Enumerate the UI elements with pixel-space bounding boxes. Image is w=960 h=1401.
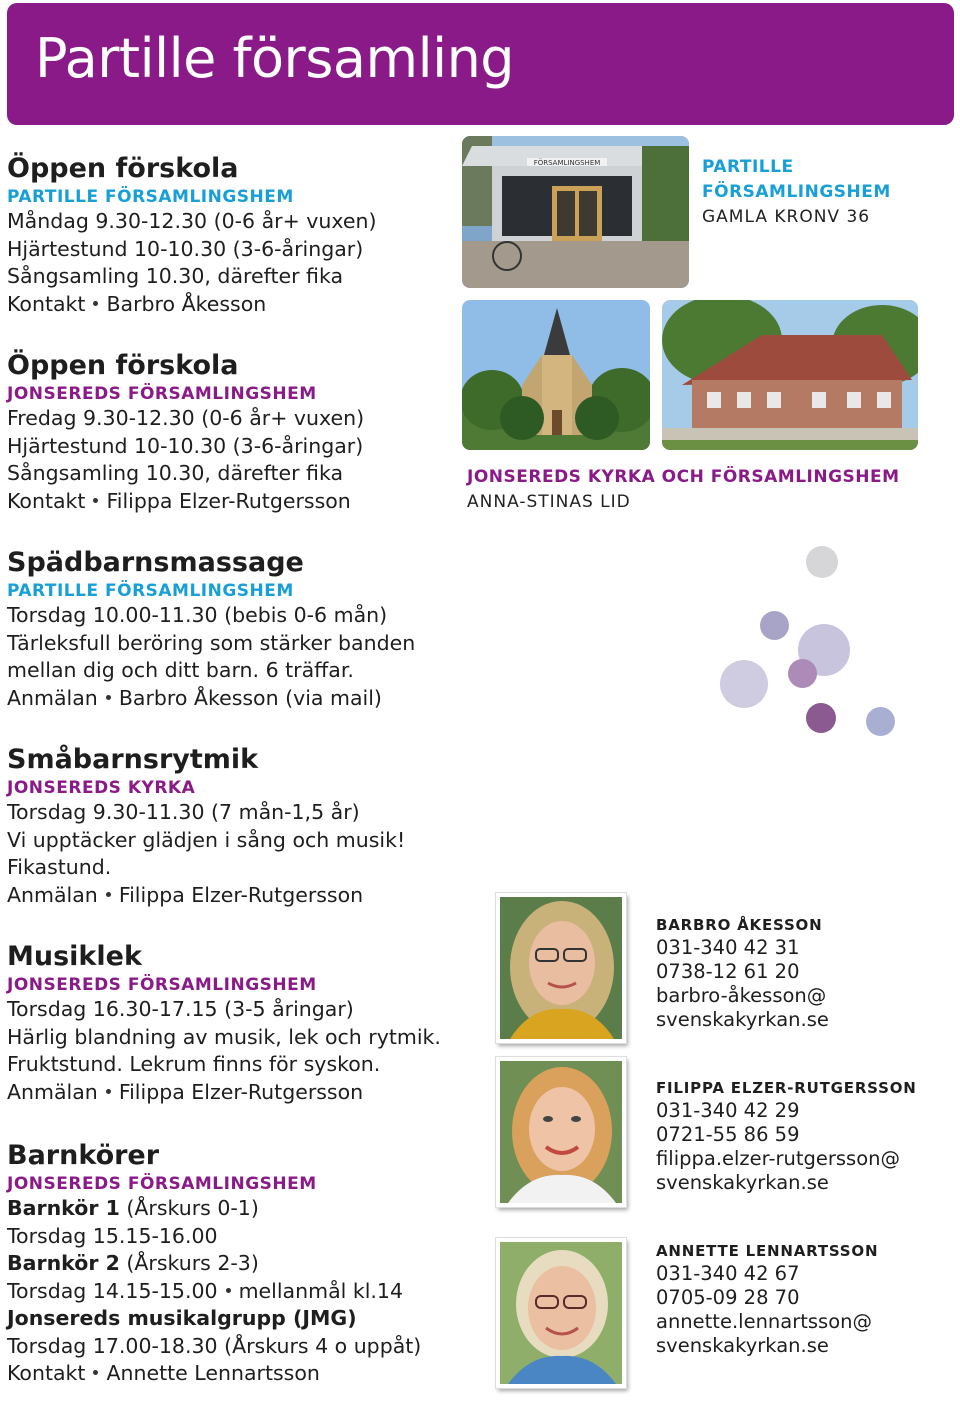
bullet-dot <box>106 892 111 897</box>
section-contact <box>7 291 467 319</box>
section-location: JONSEREDS KYRKA <box>7 778 196 798</box>
section-contact <box>7 685 467 713</box>
header-banner <box>7 3 954 125</box>
bullet-dot <box>226 1288 231 1293</box>
section-title: Öppen förskola <box>7 153 239 184</box>
section-oppen-forskola-partille <box>7 152 467 318</box>
section-location: PARTILLE FÖRSAMLINGSHEM <box>7 187 294 207</box>
caption-line: JONSEREDS KYRKA OCH FÖRSAMLINGSHEM <box>467 467 900 487</box>
decorative-bubble <box>806 703 836 733</box>
choir-1-time: Torsdag 15.15-16.00 <box>7 1223 218 1248</box>
portrait-annette <box>496 1238 626 1388</box>
building-sign: FÖRSAMLINGSHEM <box>533 159 601 167</box>
contact-label: Kontakt <box>7 1361 86 1385</box>
contact-name: Filippa Elzer-Rutgersson <box>118 882 364 907</box>
portrait-barbro <box>496 893 626 1043</box>
contact-label: Kontakt <box>7 488 86 513</box>
section-title: Småbarnsrytmik <box>7 744 259 775</box>
caption-line: FÖRSAMLINGSHEM <box>702 182 891 202</box>
section-line: Hjärtestund 10-10.30 (3-6-åringar) <box>7 236 364 261</box>
contact-name: Filippa Elzer-Rutgersson <box>118 1079 364 1104</box>
contact-phone: 0705-09 28 70 <box>656 1286 800 1309</box>
contact-name: Annette Lennartsson <box>106 1361 320 1385</box>
section-contact <box>7 1079 467 1107</box>
section-line: mellan dig och ditt barn. 6 träffar. <box>7 658 354 682</box>
contact-label: Anmälan <box>7 1079 98 1104</box>
section-line: Måndag 9.30-12.30 (0-6 år+ vuxen) <box>7 209 377 233</box>
contact-card-name: BARBRO ÅKESSON <box>656 916 823 934</box>
section-line: Hjärtestund 10-10.30 (3-6-åringar) <box>7 433 364 458</box>
decorative-bubble <box>720 660 768 708</box>
section-location: JONSEREDS FÖRSAMLINGSHEM <box>7 384 317 404</box>
bullet-dot <box>93 498 98 503</box>
section-line: Torsdag 9.30-11.30 (7 mån-1,5 år) <box>7 800 360 824</box>
contact-barbro <box>656 914 946 1032</box>
section-line: Torsdag 16.30-17.15 (3-5 åringar) <box>7 997 354 1021</box>
section-line: Vi upptäcker glädjen i sång och musik! <box>7 827 406 852</box>
choir-extra: mellanmål kl.14 <box>238 1278 404 1303</box>
section-contact <box>7 882 467 910</box>
section-line: Fikastund. <box>7 855 112 879</box>
contact-filippa <box>656 1077 946 1195</box>
contact-card-name: FILIPPA ELZER-RUTGERSSON <box>656 1079 917 1097</box>
section-line: Sångsamling 10.30, därefter fika <box>7 264 344 288</box>
contact-phone: 031-340 42 29 <box>656 1099 800 1122</box>
contact-label: Kontakt <box>7 291 86 316</box>
contact-label: Anmälan <box>7 882 98 907</box>
decorative-bubble <box>760 611 789 640</box>
section-oppen-forskola-jonsered <box>7 349 467 515</box>
contact-phone: 0721-55 86 59 <box>656 1123 800 1146</box>
bullet-dot <box>106 1089 111 1094</box>
section-musiklek <box>7 940 467 1106</box>
jonsereds-forsamlingshem-photo <box>662 300 918 450</box>
section-contact <box>7 488 467 516</box>
contact-email: barbro-åkesson@ <box>656 984 827 1007</box>
contact-name: Barbro Åkesson (via mail) <box>118 685 382 710</box>
choir-jmg <box>7 1305 467 1333</box>
contact-email: svenskakyrkan.se <box>656 1334 829 1357</box>
contact-name: Barbro Åkesson <box>106 291 267 316</box>
section-line: Fredag 9.30-12.30 (0-6 år+ vuxen) <box>7 406 365 430</box>
section-spadbarnsmassage <box>7 546 467 712</box>
contact-phone: 031-340 42 67 <box>656 1262 800 1285</box>
portrait-filippa <box>496 1057 626 1207</box>
caption-address: ANNA-STINAS LID <box>467 492 631 512</box>
bullet-dot <box>93 1370 98 1375</box>
jonsereds-kyrka-photo <box>462 300 650 450</box>
choir-2 <box>7 1250 467 1278</box>
choir-name: Jonsereds musikalgrupp (JMG) <box>7 1306 357 1330</box>
section-contact <box>7 1360 467 1388</box>
contact-annette <box>656 1240 946 1358</box>
partille-caption <box>702 155 891 230</box>
caption-line: PARTILLE <box>702 157 794 177</box>
decorative-bubble <box>806 546 838 578</box>
choir-age: (Årskurs 2-3) <box>126 1251 259 1275</box>
choir-name: Barnkör 2 <box>7 1251 120 1275</box>
contact-phone: 031-340 42 31 <box>656 936 800 959</box>
choir-time: Torsdag 14.15-15.00 <box>7 1278 218 1303</box>
page-title: Partille församling <box>35 27 515 90</box>
contact-label: Anmälan <box>7 685 98 710</box>
decorative-bubble <box>788 659 817 688</box>
section-location: JONSEREDS FÖRSAMLINGSHEM <box>7 975 317 995</box>
choir-age: (Årskurs 0-1) <box>126 1196 259 1220</box>
contact-email: svenskakyrkan.se <box>656 1171 829 1194</box>
partille-forsamlingshem-photo <box>462 136 689 288</box>
bullet-dot <box>93 301 98 306</box>
section-line: Torsdag 10.00-11.30 (bebis 0-6 mån) <box>7 603 388 627</box>
bullet-dot <box>106 695 111 700</box>
contact-email: annette.lennartsson@ <box>656 1310 873 1333</box>
contact-phone: 0738-12 61 20 <box>656 960 800 983</box>
jonsered-caption <box>467 465 900 515</box>
section-title: Musiklek <box>7 941 142 972</box>
section-location: PARTILLE FÖRSAMLINGSHEM <box>7 581 294 601</box>
choir-name: Barnkör 1 <box>7 1196 120 1220</box>
section-smabarnsrytmik <box>7 743 467 909</box>
choir-1 <box>7 1195 467 1223</box>
section-barnkorer <box>7 1139 467 1388</box>
section-title: Öppen förskola <box>7 350 239 381</box>
decorative-bubble <box>866 707 895 736</box>
contact-email: filippa.elzer-rutgersson@ <box>656 1147 900 1170</box>
section-line: Sångsamling 10.30, därefter fika <box>7 461 344 485</box>
section-location: JONSEREDS FÖRSAMLINGSHEM <box>7 1174 317 1194</box>
section-line: Härlig blandning av musik, lek och rytmik. <box>7 1024 441 1049</box>
choir-2-time <box>7 1278 467 1306</box>
contact-email: svenskakyrkan.se <box>656 1008 829 1031</box>
choir-jmg-time: Torsdag 17.00-18.30 (Årskurs 4 o uppåt) <box>7 1333 422 1358</box>
section-line: Fruktstund. Lekrum finns för syskon. <box>7 1052 381 1076</box>
contact-card-name: ANNETTE LENNARTSSON <box>656 1242 879 1260</box>
contact-name: Filippa Elzer-Rutgersson <box>106 488 351 513</box>
section-title: Barnkörer <box>7 1140 160 1171</box>
section-line: Tärleksfull beröring som stärker banden <box>7 630 416 655</box>
section-title: Spädbarnsmassage <box>7 547 304 578</box>
caption-address: GAMLA KRONV 36 <box>702 207 871 227</box>
